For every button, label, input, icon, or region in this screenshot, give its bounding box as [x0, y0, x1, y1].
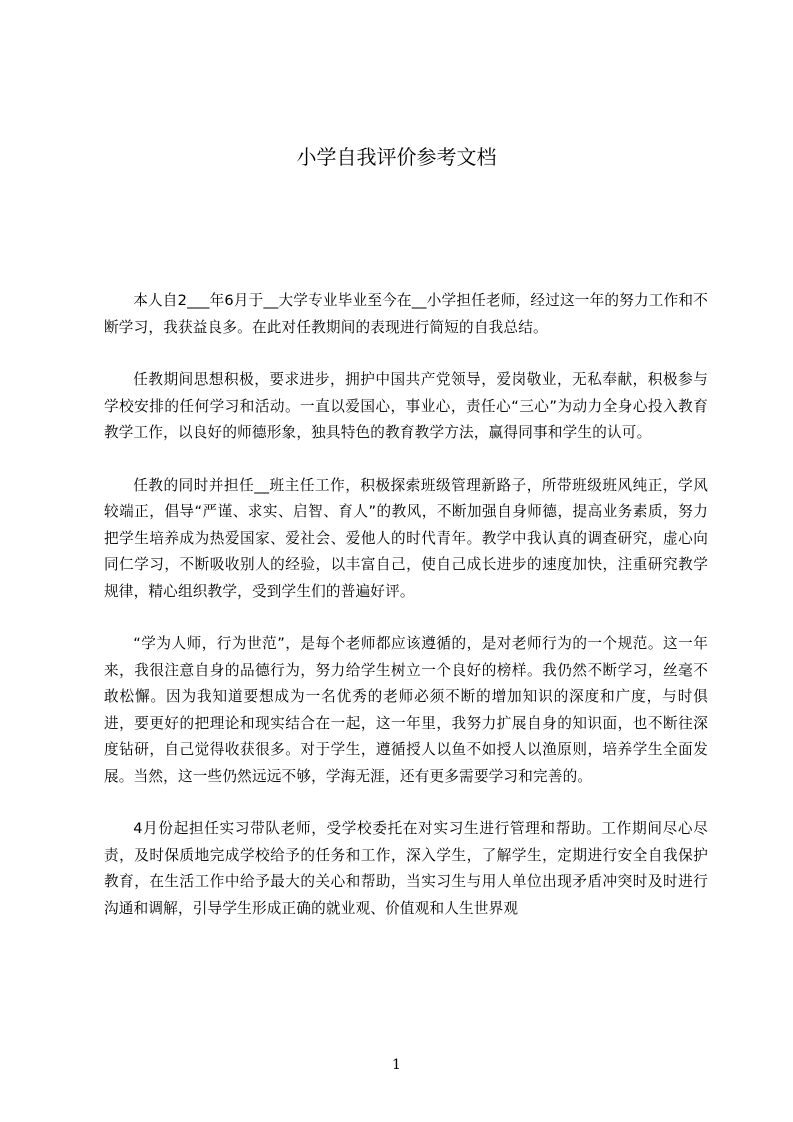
paragraph-role-model: “学为人师，行为世范”，是每个老师都应该遵循的，是对老师行为的一个规范。这一年来，我很注意自身的品德行为，努力给学生树立一个良好的榜样。我仍然不断学习，丝毫不敢松懈。因为我知道要想成为一名优秀的老师必须不断的增加知识的深度和广度，与时俱进，要更好的把理论和现实结合在一起，这一年里，我努力扩展自身的知识面，也不断往深度钻研，自己觉得收获很多。对于学生，遵循授人以鱼不如授人以渔原则，培养学生全面发展。当然，这一些仍然远远不够，学海无涯，还有更多需要学习和完善的。: [104, 635, 708, 785]
paragraph-ideology: 任教期间思想积极，要求进步，拥护中国共产党领导，爱岗敬业，无私奉献，积极参与学校安排的任何学习和活动。一直以爱国心，事业心，责任心“三心”为动力全身心投入教育教学工作，以良好的师德形象，独具特色的教育教学方法，赢得同事和学生的认可。: [104, 371, 708, 441]
paragraph-internship: 4月份起担任实习带队老师，受学校委托在对实习生进行管理和帮助。工作期间尽心尽责，及时保质地完成学校给予的任务和工作，深入学生，了解学生，定期进行安全自我保护教育，在生活工作中给予最大的关心和帮助，当实习生与用人单位出现矛盾冲突时及时进行沟通和调解，引导学生形成正确的就业观、价值观和人生世界观: [104, 820, 708, 917]
page-number: 1: [392, 1057, 401, 1073]
paragraph-class-teacher: 任教的同时并担任__班主任工作，积极探索班级管理新路子，所带班级班风纯正，学风较端正，倡导“严谨、求实、启智、育人”的教风，不断加强自身师德，提高业务素质，努力把学生培养成为热爱国家、爱社会、爱他人的时代青年。教学中我认真的调查研究，虚心向同仁学习，不断吸收别人的经验，以丰富自己，使自己成长进步的速度加快，注重研究教学规律，精心组织教学，受到学生们的普遍好评。: [104, 476, 708, 600]
paragraph-intro: 本人自2___年6月于__大学专业毕业至今在__小学担任老师，经过这一年的努力工作和不断学习，我获益良多。在此对任教期间的表现进行简短的自我总结。: [104, 292, 708, 336]
document-body: [104, 288, 708, 948]
document-title: 小学自我评价参考文档: [296, 145, 497, 169]
